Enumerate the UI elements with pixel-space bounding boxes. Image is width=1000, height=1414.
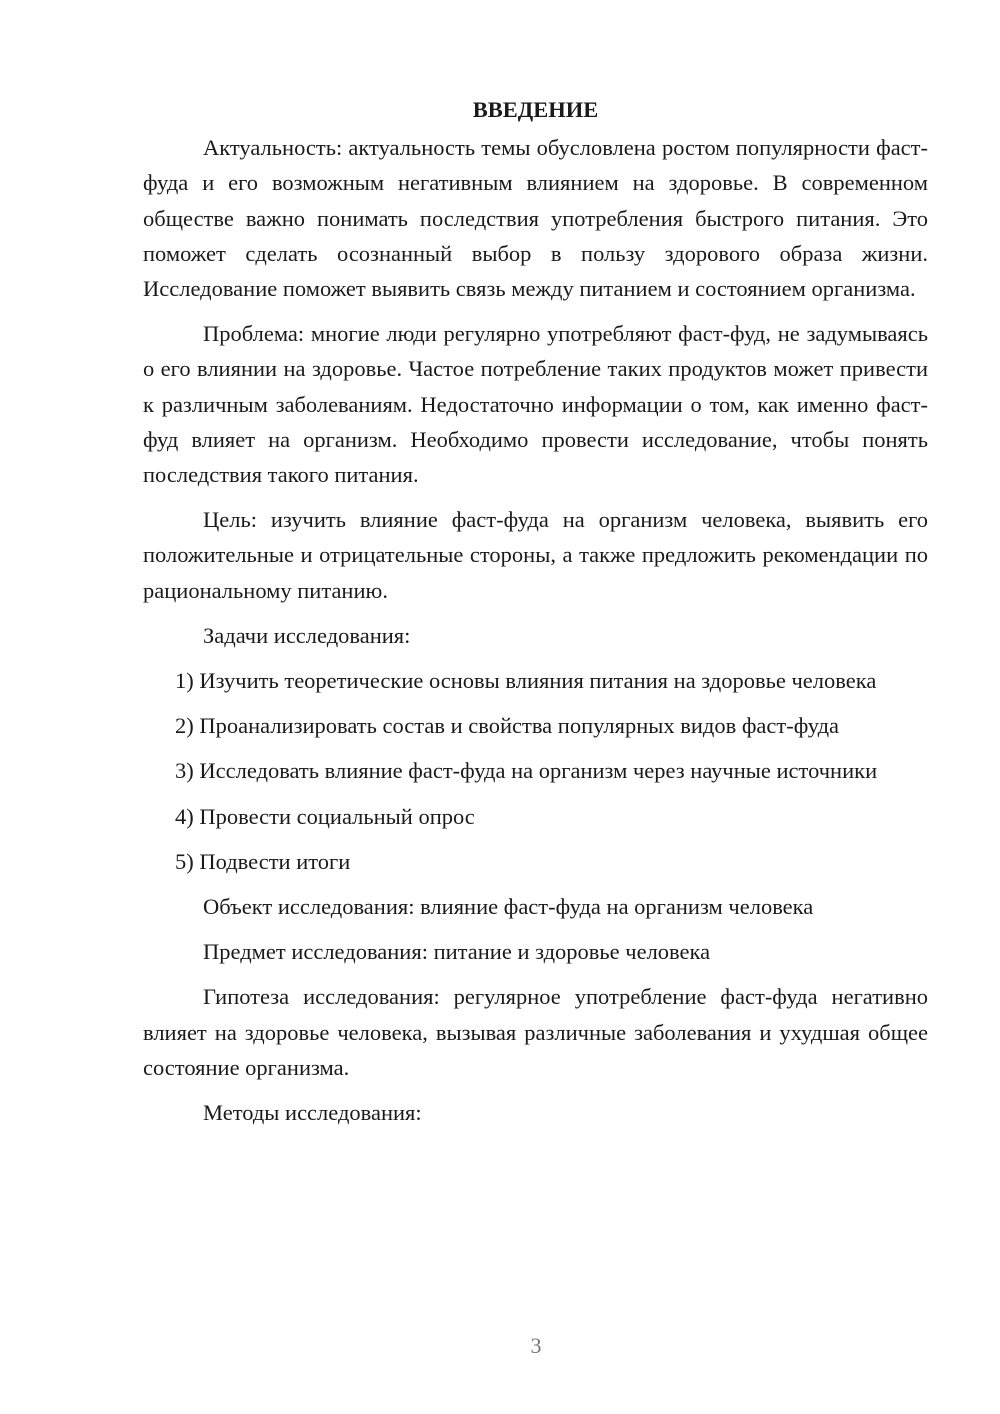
research-hypothesis: Гипотеза исследования: регулярное употребление фаст-фуда негативно влияет на здоровье человека, вызывая различные заболевания и ухудшая общее состояние организма. [143,984,928,1080]
paragraph-relevance: Актуальность: актуальность темы обусловлена ростом популярности фаст-фуда и его возможным негативным влиянием на здоровье. В современном обществе важно понимать последствия употребления быстрого питания. Это поможет сделать осознанный выбор в пользу здорового образа жизни. Исследование поможет выявить связь между питанием и состоянием организма. [143,135,928,302]
task-item-1: 1) Изучить теоретические основы влияния питания на здоровье человека [175,668,877,694]
research-subject: Предмет исследования: питание и здоровье человека [203,939,711,965]
document-body [143,92,928,1140]
paragraph-problem: Проблема: многие люди регулярно употребляют фаст-фуд, не задумываясь о его влиянии на здоровье. Частое потребление таких продуктов может привести к различным заболеваниям. Недостаточно информации о том, как именно фаст-фуд влияет на организм. Необходимо провести исследование, чтобы понять последствия такого питания. [143,321,928,488]
page-number: 3 [530,1333,542,1358]
methods-heading: Методы исследования: [203,1100,422,1126]
task-item-4: 4) Провести социальный опрос [175,803,475,829]
task-item-3: 3) Исследовать влияние фаст-фуда на организм через научные источники [175,758,878,784]
page-title: ВВЕДЕНИЕ [472,97,599,122]
task-item-5: 5) Подвести итоги [175,848,351,874]
paragraph-goal: Цель: изучить влияние фаст-фуда на организм человека, выявить его положительные и отрицательные стороны, а также предложить рекомендации по рациональному питанию. [143,507,928,603]
research-object: Объект исследования: влияние фаст-фуда на организм человека [203,894,814,920]
tasks-heading: Задачи исследования: [203,622,411,648]
task-item-2: 2) Проанализировать состав и свойства популярных видов фаст-фуда [175,713,840,739]
